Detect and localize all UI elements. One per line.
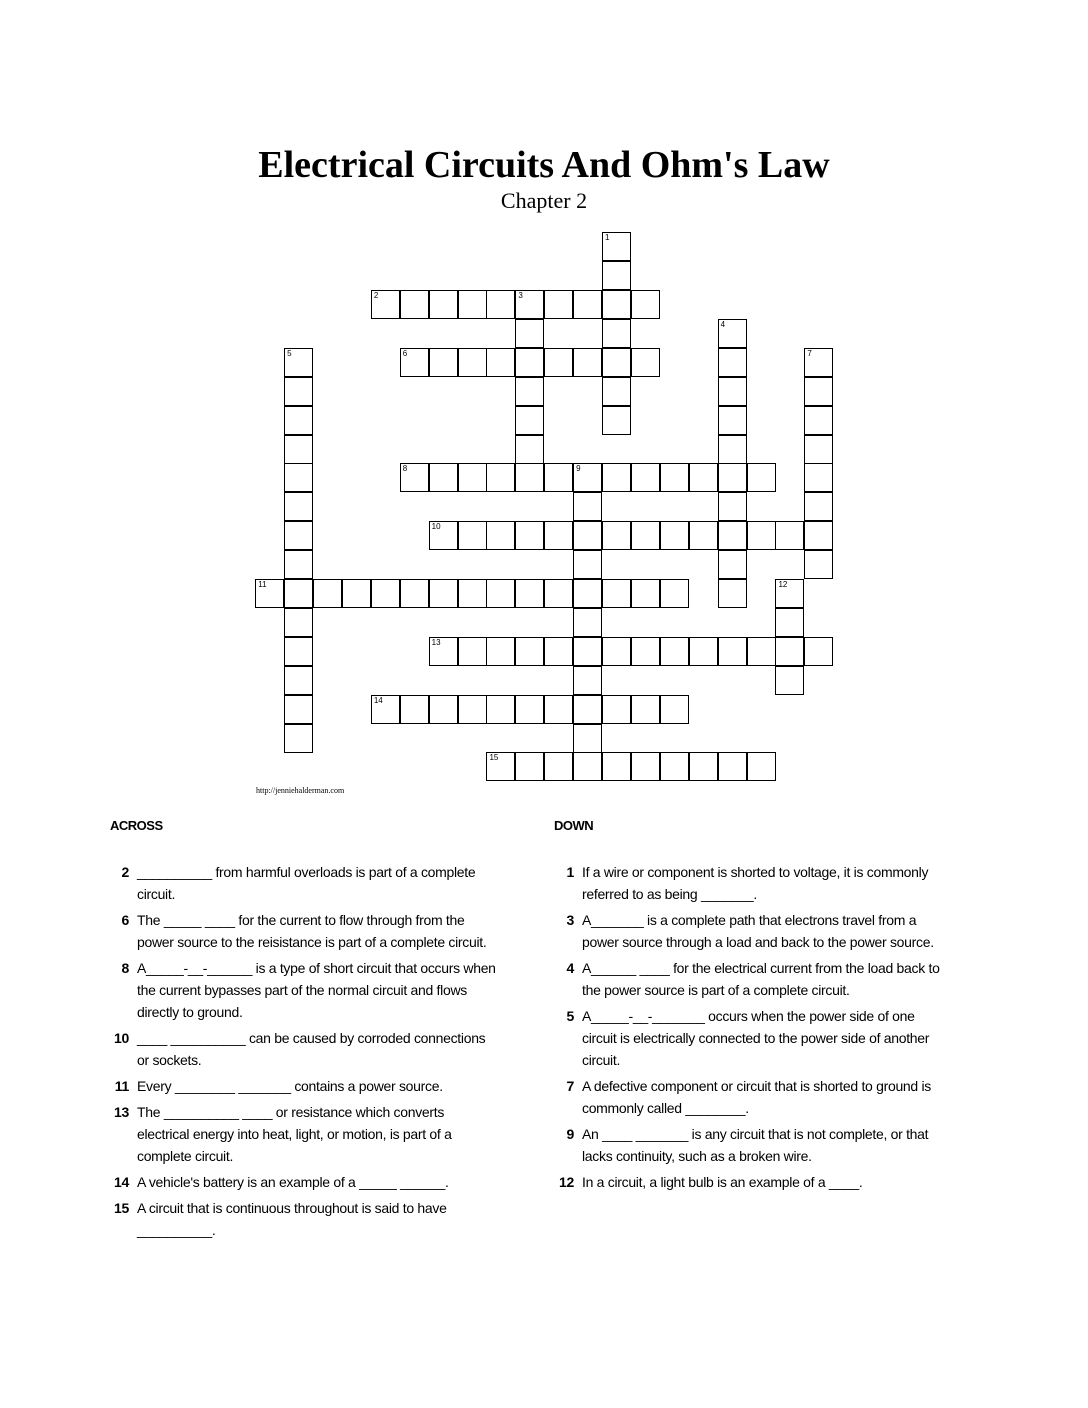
grid-cell[interactable] [718, 319, 747, 348]
across-clue [109, 1101, 499, 1167]
down-heading: DOWN [554, 818, 594, 833]
grid-cell[interactable] [429, 290, 458, 319]
grid-cell[interactable] [284, 724, 313, 753]
grid-cell[interactable] [284, 348, 313, 377]
grid-cell[interactable] [602, 319, 631, 348]
grid-cell[interactable] [775, 637, 804, 666]
grid-cell[interactable] [284, 492, 313, 521]
grid-cell[interactable] [515, 463, 544, 492]
across-clue [109, 1075, 499, 1097]
grid-cell[interactable] [689, 752, 718, 781]
grid-cell[interactable] [775, 608, 804, 637]
grid-cell[interactable] [573, 521, 602, 550]
grid-cell[interactable] [486, 752, 515, 781]
across-clue [109, 909, 499, 953]
grid-cell[interactable] [486, 463, 515, 492]
cell-number: 6 [402, 348, 408, 358]
grid-cell[interactable] [573, 608, 602, 637]
clue-number: 13 [114, 1104, 129, 1120]
down-clue [554, 1075, 944, 1119]
clue-text: In a circuit, a light bulb is an example of a ____. [582, 1174, 863, 1190]
grid-cell[interactable] [544, 521, 573, 550]
grid-cell[interactable] [573, 492, 602, 521]
grid-cell[interactable] [486, 579, 515, 608]
grid-cell[interactable] [284, 637, 313, 666]
grid-cell[interactable] [689, 637, 718, 666]
cell-number: 1 [605, 233, 610, 243]
down-clue [554, 1005, 944, 1071]
source-url: http://jenniehalderman.com [256, 786, 345, 795]
cell-number: 14 [373, 695, 383, 705]
grid-cell[interactable] [573, 463, 602, 492]
grid-cell[interactable] [515, 521, 544, 550]
clue-number: 12 [559, 1174, 574, 1190]
grid-cell[interactable] [486, 695, 515, 724]
grid-cell[interactable] [602, 406, 631, 435]
grid-cell[interactable] [602, 637, 631, 666]
grid-cell[interactable] [544, 348, 573, 377]
grid-cell[interactable] [573, 752, 602, 781]
grid-cell[interactable] [660, 463, 689, 492]
grid-cell[interactable] [429, 348, 458, 377]
grid-cell[interactable] [515, 435, 544, 464]
grid-cell[interactable] [284, 666, 313, 695]
clue-text: The _____ ____ for the current to flow through from the power source to the reisistance is part of a complete circuit. [137, 912, 487, 950]
grid-cell[interactable] [371, 579, 400, 608]
grid-cell[interactable] [631, 695, 660, 724]
grid-cell[interactable] [458, 290, 487, 319]
cell-number: 12 [778, 580, 788, 590]
grid-cell[interactable] [284, 406, 313, 435]
grid-cell[interactable] [718, 435, 747, 464]
grid-cell[interactable] [284, 579, 313, 608]
cell-number: 7 [807, 348, 812, 358]
grid-cell[interactable] [775, 666, 804, 695]
grid-cell[interactable] [400, 695, 429, 724]
clue-text: __________ from harmful overloads is part of a complete circuit. [137, 864, 476, 902]
grid-cell[interactable] [689, 521, 718, 550]
grid-cell[interactable] [515, 637, 544, 666]
grid-cell[interactable] [718, 521, 747, 550]
clue-number: 5 [566, 1008, 574, 1024]
grid-cell[interactable] [458, 579, 487, 608]
grid-cell[interactable] [602, 232, 631, 261]
puzzle-subtitle: Chapter 2 [500, 188, 588, 213]
grid-cell[interactable] [429, 637, 458, 666]
grid-cell[interactable] [804, 406, 833, 435]
grid-cell[interactable] [804, 637, 833, 666]
clue-number: 10 [114, 1030, 129, 1046]
grid-cell[interactable] [747, 521, 776, 550]
grid-cell[interactable] [458, 463, 487, 492]
grid-cell[interactable] [602, 695, 631, 724]
grid-cell[interactable] [371, 290, 400, 319]
grid-cell[interactable] [602, 261, 631, 290]
grid-cell[interactable] [775, 521, 804, 550]
cell-number: 4 [720, 319, 726, 329]
clue-text: The __________ ____ or resistance which converts electrical energy into heat, light, or motion, is part of a complete circuit. [137, 1104, 452, 1164]
grid-cell[interactable] [544, 637, 573, 666]
grid-cell[interactable] [804, 348, 833, 377]
grid-cell[interactable] [342, 579, 371, 608]
grid-cell[interactable] [371, 695, 400, 724]
grid-cell[interactable] [602, 463, 631, 492]
grid-cell[interactable] [486, 521, 515, 550]
across-clue [109, 861, 499, 905]
clue-text: A defective component or circuit that is shorted to ground is commonly called ________. [582, 1078, 932, 1116]
down-clue [554, 1123, 944, 1167]
grid-cell[interactable] [631, 637, 660, 666]
clue-number: 9 [566, 1126, 574, 1142]
grid-cell[interactable] [515, 579, 544, 608]
clue-text: If a wire or component is shorted to voltage, it is commonly referred to as being _______. [582, 864, 929, 902]
grid-cell[interactable] [458, 521, 487, 550]
grid-cell[interactable] [486, 348, 515, 377]
grid-cell[interactable] [544, 463, 573, 492]
cell-number: 3 [518, 291, 523, 301]
cell-number: 15 [489, 753, 499, 763]
grid-cell[interactable] [544, 695, 573, 724]
grid-cell[interactable] [804, 377, 833, 406]
puzzle-title: Electrical Circuits And Ohm's Law [258, 144, 830, 186]
clue-number: 8 [121, 960, 129, 976]
grid-cell[interactable] [747, 752, 776, 781]
down-clue [554, 957, 944, 1001]
grid-cell[interactable] [486, 290, 515, 319]
grid-cell[interactable] [400, 348, 429, 377]
grid-cell[interactable] [689, 463, 718, 492]
clue-number: 3 [566, 912, 574, 928]
cell-number: 5 [287, 348, 292, 358]
clue-number: 14 [114, 1174, 129, 1190]
grid-cell[interactable] [515, 752, 544, 781]
grid-cell[interactable] [429, 521, 458, 550]
grid-cell[interactable] [544, 752, 573, 781]
grid-cell[interactable] [400, 579, 429, 608]
grid-cell[interactable] [602, 348, 631, 377]
grid-cell[interactable] [255, 579, 284, 608]
grid-cell[interactable] [804, 492, 833, 521]
grid-cell[interactable] [804, 521, 833, 550]
grid-cell[interactable] [631, 521, 660, 550]
grid-cell[interactable] [486, 637, 515, 666]
clue-number: 15 [114, 1200, 129, 1216]
grid-cell[interactable] [573, 579, 602, 608]
clue-text: A_____-__-______ is a type of short circuit that occurs when the current bypasses part of the normal circuit and flows directly to ground. [137, 960, 496, 1020]
grid-cell[interactable] [429, 695, 458, 724]
grid-cell[interactable] [747, 637, 776, 666]
grid-cell[interactable] [804, 435, 833, 464]
down-clue [554, 909, 944, 953]
grid-cell[interactable] [631, 463, 660, 492]
grid-cell[interactable] [573, 724, 602, 753]
grid-cell[interactable] [429, 579, 458, 608]
grid-cell[interactable] [515, 290, 544, 319]
grid-cell[interactable] [284, 435, 313, 464]
grid-cell[interactable] [660, 579, 689, 608]
clue-text: A_______ is a complete path that electrons travel from a power source through a load and back to the power source. [582, 912, 934, 950]
grid-cell[interactable] [660, 521, 689, 550]
grid-cell[interactable] [631, 348, 660, 377]
grid-cell[interactable] [284, 695, 313, 724]
across-clue [109, 1171, 499, 1193]
grid-cell[interactable] [775, 579, 804, 608]
grid-cell[interactable] [544, 579, 573, 608]
grid-cell[interactable] [804, 550, 833, 579]
grid-cell[interactable] [804, 463, 833, 492]
grid-cell[interactable] [660, 752, 689, 781]
grid-cell[interactable] [515, 695, 544, 724]
grid-cell[interactable] [718, 377, 747, 406]
grid-cell[interactable] [515, 348, 544, 377]
grid-cell[interactable] [573, 550, 602, 579]
clue-text: An ____ _______ is any circuit that is not complete, or that lacks continuity, such as a broken wire. [582, 1126, 929, 1164]
grid-cell[interactable] [515, 377, 544, 406]
grid-cell[interactable] [400, 290, 429, 319]
across-heading: ACROSS [110, 818, 163, 833]
grid-cell[interactable] [602, 752, 631, 781]
grid-cell[interactable] [718, 637, 747, 666]
clue-number: 4 [566, 960, 574, 976]
grid-cell[interactable] [602, 521, 631, 550]
grid-cell[interactable] [284, 550, 313, 579]
grid-cell[interactable] [718, 550, 747, 579]
grid-cell[interactable] [284, 463, 313, 492]
grid-cell[interactable] [284, 377, 313, 406]
grid-cell[interactable] [631, 290, 660, 319]
cell-number: 9 [576, 464, 581, 474]
grid-cell[interactable] [718, 348, 747, 377]
across-clue [109, 1197, 499, 1241]
clue-number: 6 [121, 912, 129, 928]
clue-number: 11 [114, 1078, 129, 1094]
clue-number: 7 [566, 1078, 574, 1094]
clue-text: Every ________ _______ contains a power source. [137, 1078, 443, 1094]
grid-cell[interactable] [602, 377, 631, 406]
grid-cell[interactable] [718, 752, 747, 781]
grid-cell[interactable] [660, 695, 689, 724]
grid-cell[interactable] [660, 637, 689, 666]
grid-cell[interactable] [602, 290, 631, 319]
grid-cell[interactable] [718, 579, 747, 608]
grid-cell[interactable] [458, 695, 487, 724]
clue-text: A circuit that is continuous throughout is said to have __________. [137, 1200, 447, 1238]
grid-cell[interactable] [515, 406, 544, 435]
across-clue [109, 1027, 499, 1071]
grid-cell[interactable] [747, 463, 776, 492]
cell-number: 2 [373, 291, 379, 301]
grid-cell[interactable] [313, 579, 342, 608]
clue-text: A______ ____ for the electrical current from the load back to the power source is part of a complete circuit. [582, 960, 940, 998]
clue-text: ____ __________ can be caused by corroded connections or sockets. [137, 1030, 486, 1068]
down-clue-list [554, 861, 944, 1197]
grid-cell[interactable] [515, 319, 544, 348]
crossword-grid [256, 233, 836, 784]
clue-number: 1 [566, 864, 574, 880]
grid-cell[interactable] [631, 579, 660, 608]
down-clue [554, 861, 944, 905]
grid-cell[interactable] [573, 290, 602, 319]
grid-cell[interactable] [631, 752, 660, 781]
grid-cell[interactable] [718, 492, 747, 521]
grid-cell[interactable] [284, 521, 313, 550]
across-clue [109, 957, 499, 1023]
grid-cell[interactable] [544, 290, 573, 319]
grid-cell[interactable] [718, 406, 747, 435]
clue-text: A_____-__-_______ occurs when the power side of one circuit is electrically connected to the power side of another circuit. [582, 1008, 930, 1068]
grid-cell[interactable] [573, 695, 602, 724]
grid-cell[interactable] [400, 463, 429, 492]
clue-text: A vehicle's battery is an example of a _____ ______. [137, 1174, 449, 1190]
grid-cell[interactable] [573, 348, 602, 377]
clue-number: 2 [121, 864, 129, 880]
across-clue-list [109, 861, 499, 1245]
cell-number: 11 [258, 580, 267, 590]
grid-cell[interactable] [458, 637, 487, 666]
grid-cell[interactable] [573, 637, 602, 666]
grid-cell[interactable] [429, 463, 458, 492]
cell-number: 13 [431, 637, 441, 647]
down-clue [554, 1171, 944, 1193]
grid-cell[interactable] [284, 608, 313, 637]
grid-cell[interactable] [718, 463, 747, 492]
grid-cell[interactable] [602, 579, 631, 608]
grid-cell[interactable] [573, 666, 602, 695]
cell-number: 10 [431, 522, 441, 532]
cell-number: 8 [402, 464, 408, 474]
grid-cell[interactable] [458, 348, 487, 377]
